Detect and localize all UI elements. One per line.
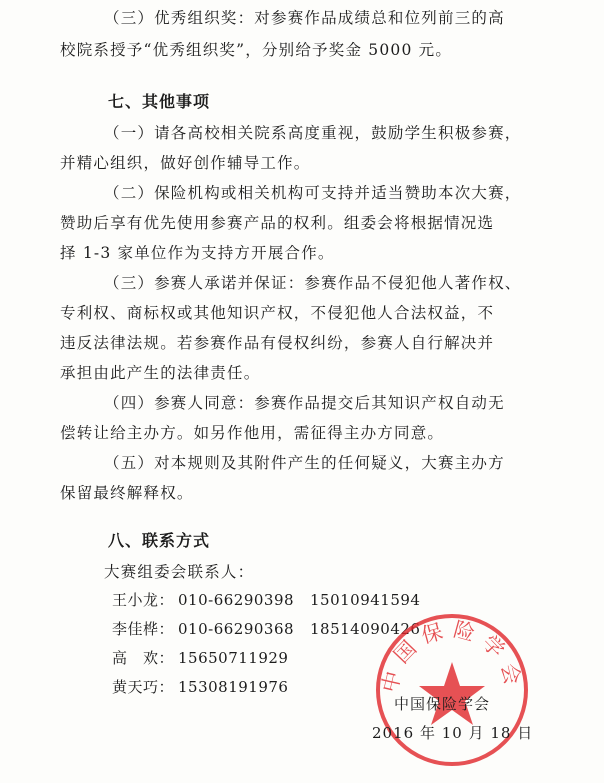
section-7-line: 赞助后享有优先使用参赛产品的权利。组委会将根据情况选	[60, 214, 495, 232]
svg-text:中国保险学会: 中国保险学会	[377, 617, 527, 695]
official-seal	[372, 610, 532, 770]
section-7-line: 并精心组织，做好创作辅导工作。	[60, 154, 311, 172]
award-line-2: 校院系授予“优秀组织奖”，分别给予奖金 5000 元。	[60, 41, 453, 59]
signature-date: 2016 年 10 月 18 日	[372, 724, 534, 742]
section-7-line: 偿转让给主办方。如另作他用，需征得主办方同意。	[60, 424, 445, 442]
contact-phone: 15308191976	[178, 678, 289, 696]
section-7-line: 保留最终解释权。	[60, 484, 194, 502]
contact-name: 高 欢：	[112, 649, 175, 667]
section-7-line: （一）请各高校相关院系高度重视，鼓励学生积极参赛，	[104, 124, 522, 142]
section-7-line: （三）参赛人承诺并保证：参赛作品不侵犯他人著作权、	[104, 274, 522, 292]
section-7-line: 择 1-3 家单位作为支持方开展合作。	[60, 244, 335, 262]
section-7-line: （二）保险机构或相关机构可支持并适当赞助本次大赛，	[104, 184, 522, 202]
contacts-intro: 大赛组委会联系人：	[104, 563, 255, 581]
award-line-1: （三）优秀组织奖：对参赛作品成绩总和位列前三的高	[104, 9, 505, 27]
contact-name: 王小龙：	[112, 591, 175, 609]
contact-name: 黄天巧：	[112, 678, 175, 696]
contact-phone: 010-66290368	[178, 620, 295, 638]
contact-phone: 010-66290398	[178, 591, 295, 609]
contact-mobile: 18514090426	[310, 620, 421, 638]
section-8-heading: 八、联系方式	[108, 531, 211, 550]
contact-name: 李佳桦：	[112, 620, 175, 638]
section-7-line: （四）参赛人同意：参赛作品提交后其知识产权自动无	[104, 394, 505, 412]
section-7-line: 违反法律法规。若参赛作品有侵权纠纷，参赛人自行解决并	[60, 334, 495, 352]
section-7-line: 专利权、商标权或其他知识产权，不侵犯他人合法权益，不	[60, 304, 495, 322]
section-7-heading: 七、其他事项	[108, 92, 211, 111]
contact-mobile: 15010941594	[310, 591, 421, 609]
section-7-line: 承担由此产生的法律责任。	[60, 364, 261, 382]
contact-phone: 15650711929	[178, 649, 289, 667]
section-7-line: （五）对本规则及其附件产生的任何疑义，大赛主办方	[104, 454, 505, 472]
signature-org: 中国保险学会	[394, 695, 491, 713]
